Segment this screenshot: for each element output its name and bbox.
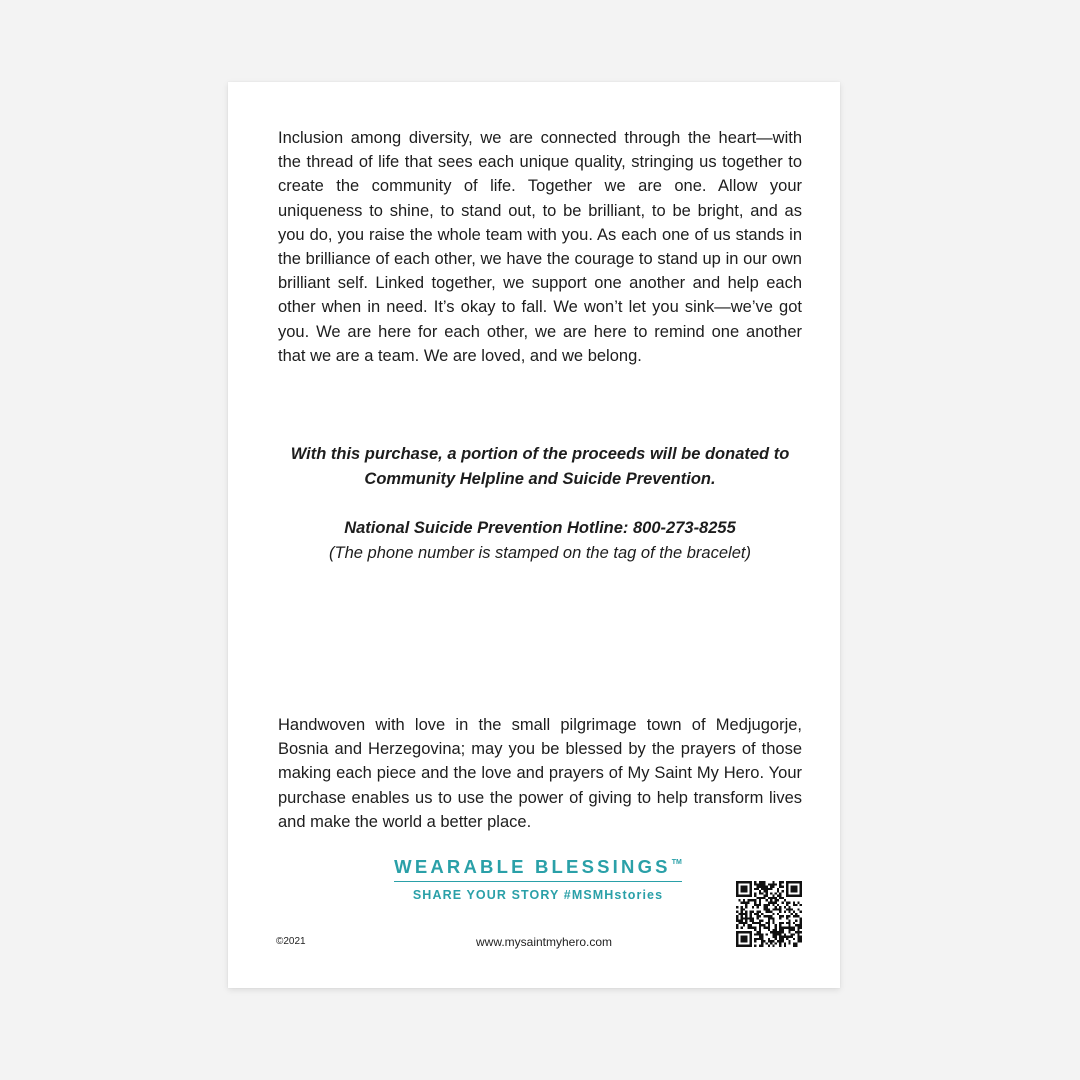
website-url: www.mysaintmyhero.com (475, 935, 613, 949)
brand-tagline: SHARE YOUR STORY #MSMHstories (412, 888, 664, 902)
donation-notice (258, 442, 822, 491)
copyright: ©2021 (276, 936, 306, 947)
brand-logo (378, 856, 698, 902)
trademark-mark: TM (671, 859, 682, 866)
brand-title (394, 856, 682, 882)
inclusion-paragraph-text: Inclusion among diversity, we are connected through the heart—with the thread of life that sees each unique quality, stringing us together to create the community of life. Together we are one. Allow your uniqueness to shine, to stand out, to be brilliant, to be bright, and as you do, you raise the whole team with you. As each one of us stands in the brilliance of each other, we have the courage to stand up in our own brilliant self. Linked together, we support one another and help each other when in need. It’s okay to fall. We won’t let you sink—we’ve got you. We are here for each other, we are here to remind one another that we are a team. We are loved, and we belong. (278, 129, 802, 365)
brand-title-text: WEARABLE BLESSINGS (394, 856, 671, 877)
hotline-number: National Suicide Prevention Hotline: 800-273-8255 (344, 519, 736, 537)
handwoven-paragraph (278, 713, 802, 834)
hotline-block (258, 516, 822, 565)
hotline-note: (The phone number is stamped on the tag of the bracelet) (329, 543, 751, 562)
donation-line-1: With this purchase, a portion of the proceeds will be donated to (290, 445, 790, 463)
product-card (228, 82, 840, 988)
inclusion-paragraph (278, 126, 802, 368)
handwoven-paragraph-text: Handwoven with love in the small pilgrimage town of Medjugorje, Bosnia and Herzegovina; may you be blessed by the prayers of those making each piece and the love and prayers of My Saint My Hero. Your purchase enables us to use the power of giving to help transform lives and make the world a better place. (278, 716, 802, 831)
donation-line-2: Community Helpline and Suicide Prevention. (364, 469, 716, 488)
qr-code-icon (736, 881, 802, 947)
